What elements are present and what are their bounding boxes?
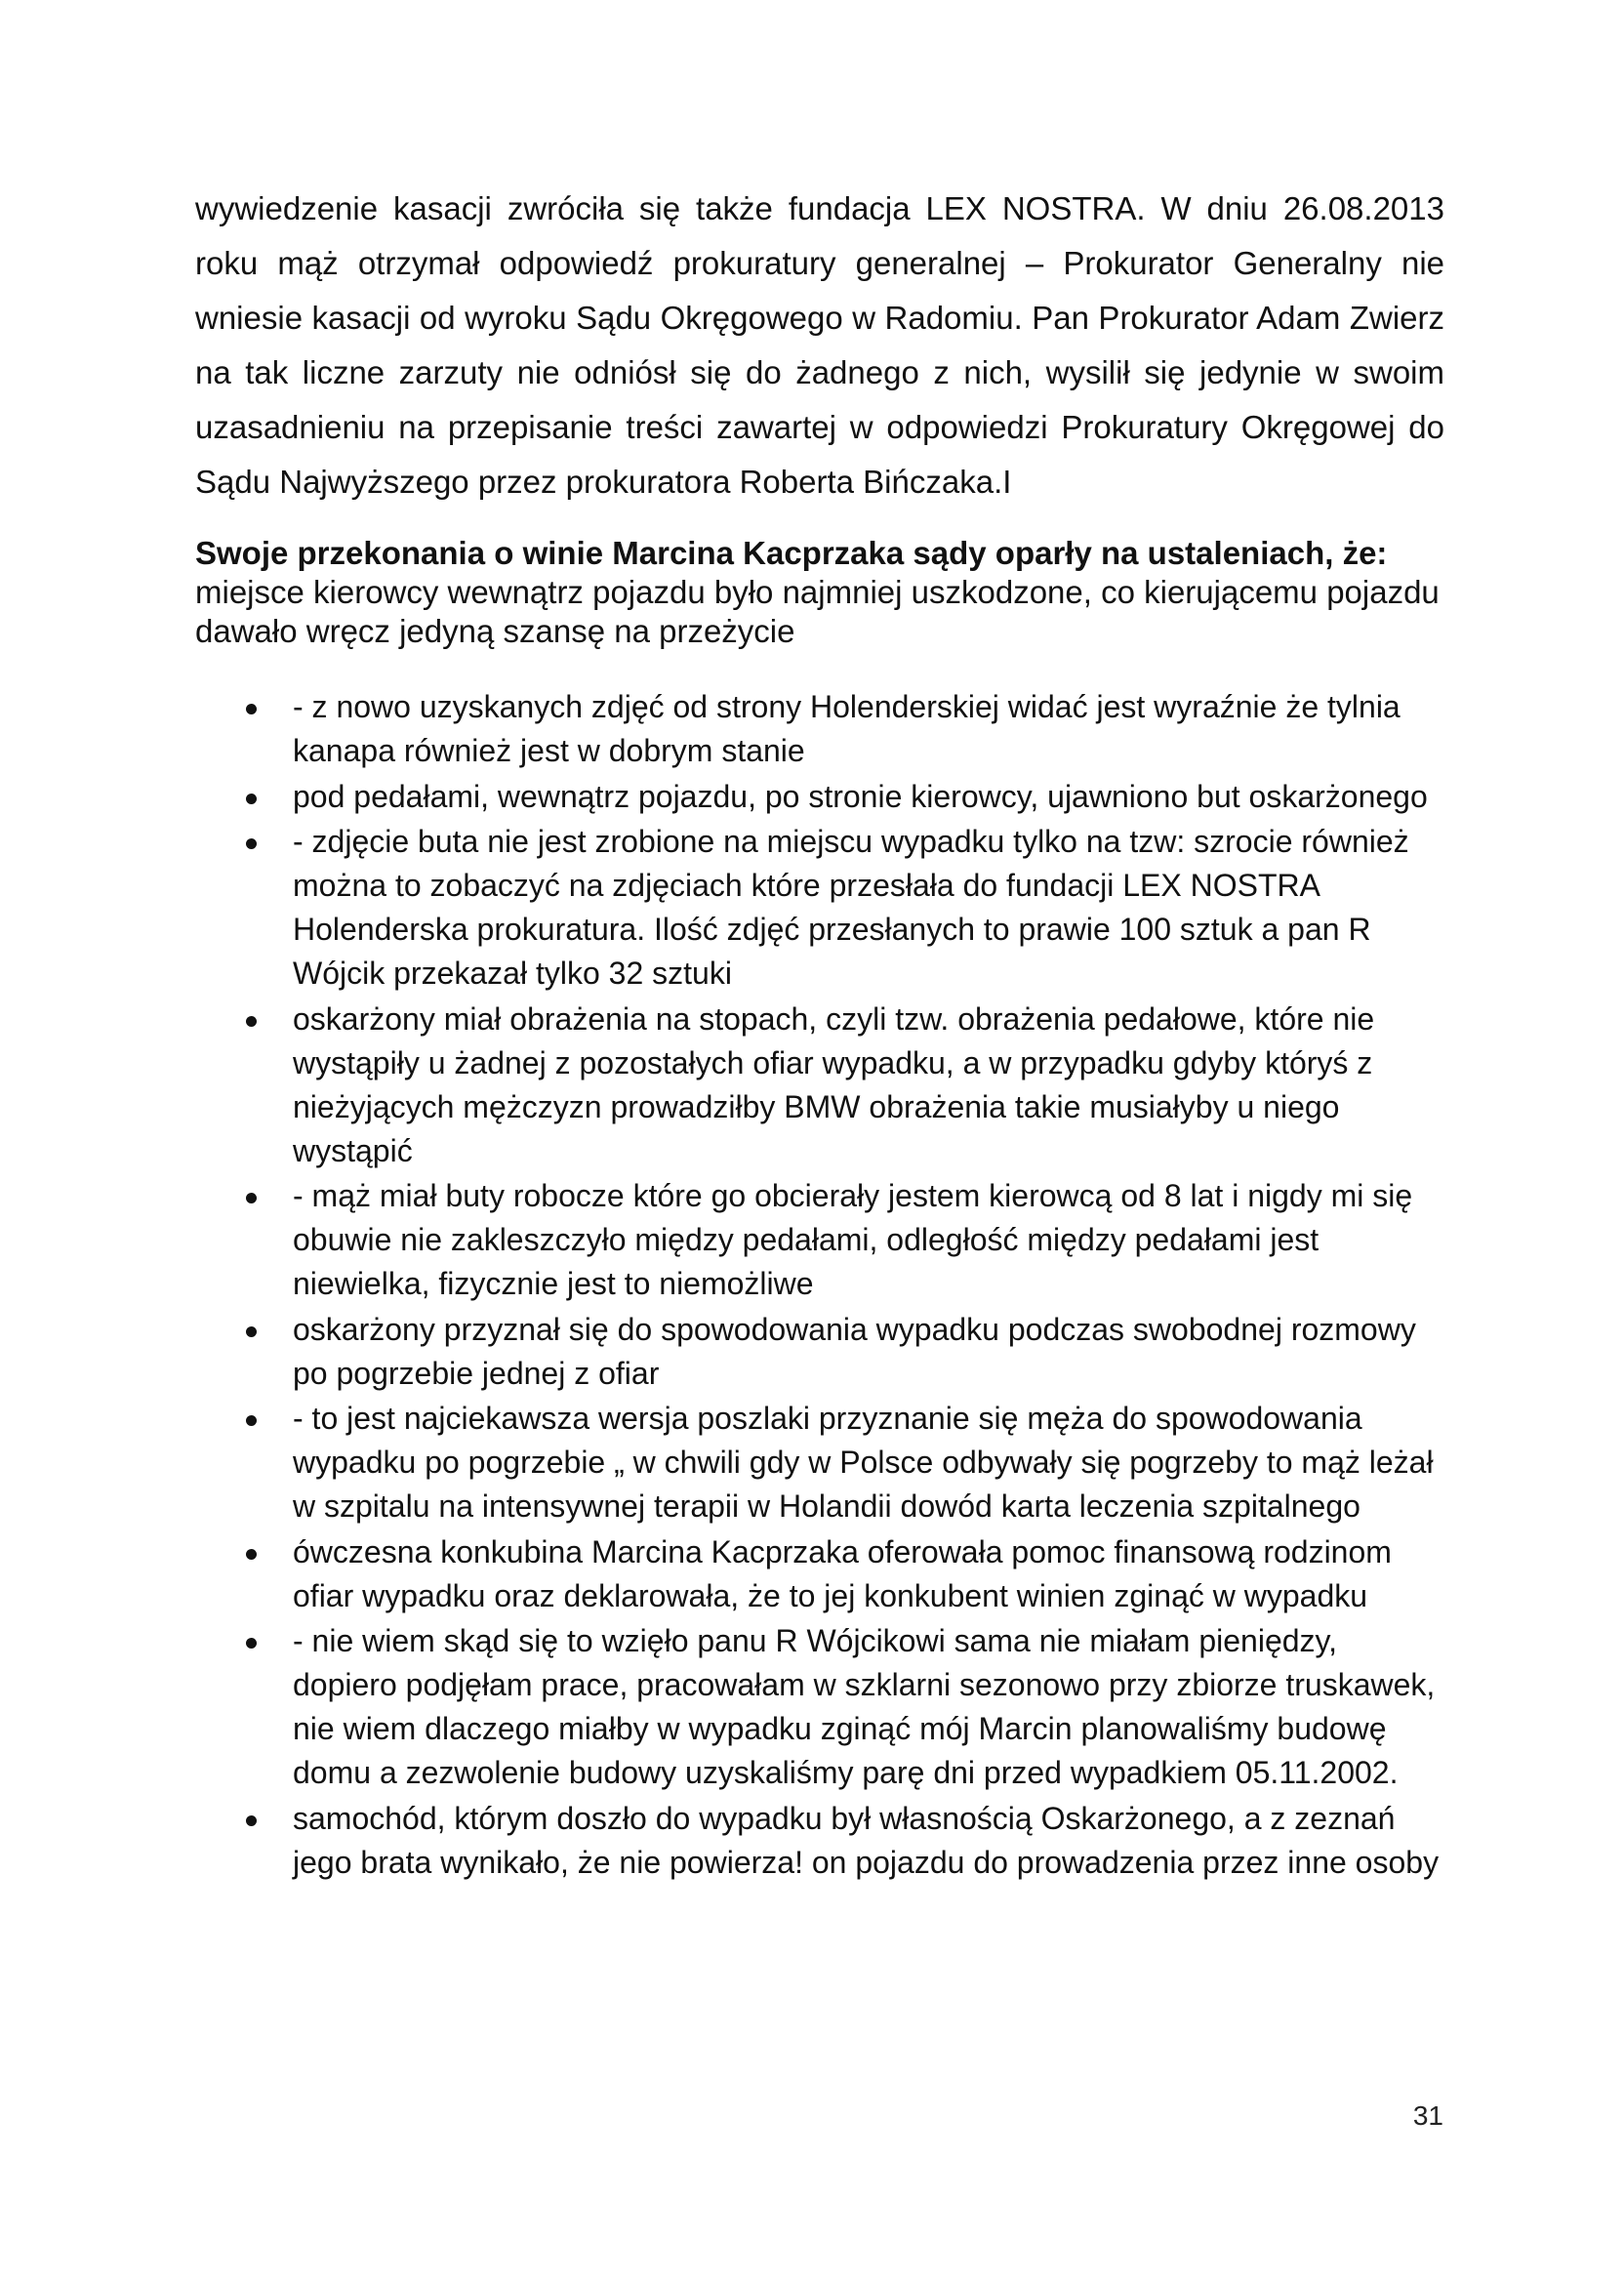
- list-item: [0, 998, 1444, 1173]
- list-item: [0, 1174, 1444, 1306]
- list-item-text: samochód, którym doszło do wypadku był własnością Oskarżonego, a z zeznań jego brata wynikało, że nie powierza! on pojazdu do prowadzenia przez inne osoby: [293, 1800, 1440, 1880]
- bullet-icon: [246, 1193, 257, 1203]
- bullet-icon: [246, 838, 257, 849]
- list-item-text: oskarżony miał obrażenia na stopach, czyli tzw. obrażenia pedałowe, które nie wystąpiły u żadnej z pozostałych ofiar wypadku, a w przypadku gdyby któryś z nieżyjących mężczyzn prowadziłby BMW obrażenia takie musiałyby u niego wystąpić: [293, 1000, 1375, 1168]
- list-item-text: - nie wiem skąd się to wzięło panu R Wójcikowi sama nie miałam pieniędzy, dopiero podjęłam prace, pracowałam w szklarni sezonowo przy zbiorze truskawek, nie wiem dlaczego miałby w wypadku zginąć mój Marcin planowaliśmy budowę domu a zezwolenie budowy uzyskaliśmy parę dni przed wypadkiem 05.11.2002.: [293, 1623, 1436, 1790]
- bullet-icon: [246, 1638, 257, 1649]
- list-item-text: pod pedałami, wewnątrz pojazdu, po stronie kierowcy, ujawniono but oskarżonego: [293, 778, 1428, 814]
- bullet-icon: [246, 1415, 257, 1426]
- bullet-icon: [246, 1016, 257, 1027]
- list-item: [0, 1619, 1444, 1795]
- list-item: [0, 820, 1444, 996]
- list-item: [0, 685, 1444, 773]
- intro-paragraph: wywiedzenie kasacji zwróciła się także fundacja LEX NOSTRA. W dniu 26.08.2013 roku mąż otrzymał odpowiedź prokuratury generalnej – Prokurator Generalny nie wniesie kasacji od wyroku Sądu Okręgowego w Radomiu. Pan Prokurator Adam Zwierz na tak liczne zarzuty nie odniósł się do żadnego z nich, wysilił się jedynie w swoim uzasadnieniu na przepisanie treści zawartej w odpowiedzi Prokuratury Okręgowej do Sądu Najwyższego przez prokuratora Roberta Bińczaka.I: [195, 190, 1444, 500]
- findings-heading: Swoje przekonania o winie Marcina Kacprzaka sądy oparły na ustaleniach, że:: [195, 535, 1388, 571]
- bullet-icon: [246, 1549, 257, 1560]
- list-item: [0, 1397, 1444, 1528]
- list-item: [0, 1797, 1444, 1885]
- bullet-icon: [246, 1815, 257, 1826]
- list-item-text: - to jest najciekawsza wersja poszlaki przyznanie się męża do spowodowania wypadku po pogrzebie „ w chwili gdy w Polsce odbywały się pogrzeby to mąż leżał w szpitalu na intensywnej terapii w Holandii dowód karta leczenia szpitalnego: [293, 1401, 1434, 1524]
- list-item-text: oskarżony przyznał się do spowodowania wypadku podczas swobodnej rozmowy po pogrzebie jednej z ofiar: [293, 1311, 1416, 1391]
- findings-heading-block: [195, 534, 1454, 651]
- bullet-icon: [246, 1326, 257, 1337]
- list-item-text: - mąż miał buty robocze które go obcierały jestem kierowcą od 8 lat i nigdy mi się obuwie nie zakleszczyło między pedałami, odległość między pedałami jest niewielka, fizycznie jest to niemożliwe: [293, 1178, 1413, 1301]
- list-item: [0, 775, 1444, 819]
- bullet-icon: [246, 794, 257, 804]
- list-item-text: ówczesna konkubina Marcina Kacprzaka oferowała pomoc finansową rodzinom ofiar wypadku oraz deklarowała, że to jej konkubent winien zginąć w wypadku: [293, 1533, 1392, 1613]
- bullet-icon: [246, 704, 257, 714]
- page-number: 31: [1412, 2100, 1443, 2131]
- findings-list: [0, 685, 1624, 1886]
- list-item-text: - zdjęcie buta nie jest zrobione na miejscu wypadku tylko na tzw: szrocie również można to zobaczyć na zdjęciach które przesłała do fundacji LEX NOSTRA Holenderska prokuratura. Ilość zdjęć przesłanych to prawie 100 sztuk a pan R Wójcik przekazał tylko 32 sztuki: [293, 824, 1409, 991]
- findings-heading-followup: miejsce kierowcy wewnątrz pojazdu było najmniej uszkodzone, co kierującemu pojazdu dawało wręcz jedyną szansę na przeżycie: [195, 574, 1440, 649]
- list-item: [0, 1308, 1444, 1396]
- list-item: [0, 1530, 1444, 1618]
- list-item-text: - z nowo uzyskanych zdjęć od strony Holenderskiej widać jest wyraźnie że tylnia kanapa również jest w dobrym stanie: [293, 689, 1401, 768]
